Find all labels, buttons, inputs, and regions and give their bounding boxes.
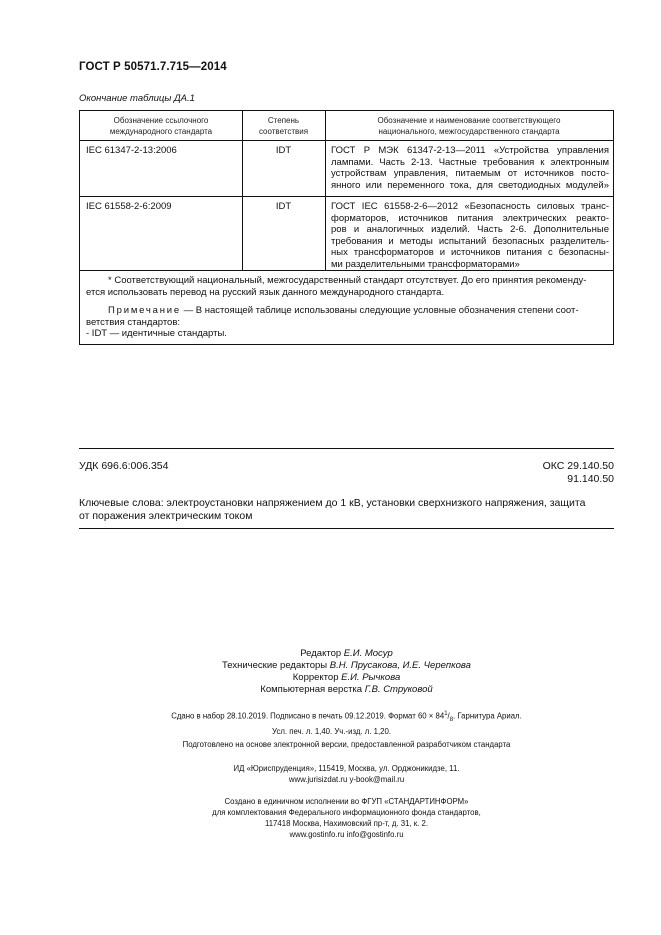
print-details: Сдано в набор 28.10.2019. Подписано в печать 09.12.2019. Формат $60 \times 84^1/_8$. Гарнитура Ариал. Усл. печ. л. 1,40. Уч.-изд. л. 1,20. bbox=[171, 711, 522, 737]
table-note: Примечание — В настоящей таблице использованы следующие условные обозначения степени соот- ветствия стандартов: - IDT — идентичные стандарты. bbox=[86, 305, 579, 339]
credit-editor: Редактор Е.И. Мосур bbox=[300, 648, 393, 659]
origin-info: Создано в единичном исполнении во ФГУП «СТАНДАРТИНФОРМ» для комплектования Федерального информационного фонда стандартов, 117418 Москва, Нахимовский пр-т, д. 31, к. 2. www.gostinfo.ru info@gostinfo.ru bbox=[212, 797, 481, 839]
credit-layout: Компьютерная верстка Г.В. Струковой bbox=[260, 684, 433, 695]
table-caption: Окончание таблицы ДА.1 bbox=[79, 93, 195, 104]
prepared-note: Подготовлено на основе электронной версии, предоставленной разработчиком стандарта bbox=[182, 740, 511, 749]
reference-table bbox=[79, 110, 614, 345]
row2-ref: IEC 61558-2-6:2009 bbox=[86, 201, 172, 212]
row2-degree: IDT bbox=[275, 201, 292, 212]
credit-tech-editors: Технические редакторы В.Н. Прусакова, И.Е. Черепкова bbox=[222, 660, 471, 671]
row2-national: ГОСТ IEC 61558-2-6—2012 «Безопасность силовых транс- форматоров, источников питания электрических реакто- ров и аналогичных изделий. Часть 2-6. Дополнительные требования и методы испытаний безопасных разделитель- ных трансформаторов и источников питания с безопасны- ми разделительными трансформаторами» bbox=[331, 201, 609, 270]
row1-degree: IDT bbox=[275, 145, 292, 156]
row1-ref: IEC 61347-2-13:2006 bbox=[86, 145, 177, 156]
document-code: ГОСТ Р 50571.7.715—2014 bbox=[79, 61, 227, 73]
udk-code: УДК 696.6:006.354 bbox=[79, 460, 169, 472]
divider-bottom bbox=[79, 528, 614, 529]
oks-codes: ОКС 29.140.50 91.140.50 bbox=[542, 460, 614, 485]
divider-top bbox=[79, 448, 614, 449]
keywords: Ключевые слова: электроустановки напряжением до 1 кВ, установки сверхнизкого напряжения, защита от поражения электрическим током bbox=[79, 497, 586, 522]
row1-national: ГОСТ Р МЭК 61347-2-13—2011 «Устройства управления лампами. Часть 2-13. Частные требования к электронным устройствам управления, питаемым от источников посто- янного или переменного тока, для светодиодных модулей» bbox=[331, 145, 609, 191]
header-divider bbox=[80, 140, 613, 141]
column-header-degree: Степень соответствия bbox=[258, 116, 309, 136]
row-divider bbox=[80, 270, 613, 271]
credits-block bbox=[79, 648, 614, 696]
note-label: Примечание bbox=[108, 305, 181, 316]
column-header-national: Обозначение и наименование соответствующего национального, межгосударственного стандарта bbox=[377, 116, 561, 136]
column-header-ref: Обозначение ссылочного международного стандарта bbox=[109, 116, 213, 136]
table-footnote: * Соответствующий национальный, межгосударственный стандарт отсутствует. До его принятия рекоменду- ется использовать перевод на русский язык данного международного стандарта. bbox=[86, 275, 587, 298]
publisher-info: ИД «Юриспруденция», 115419, Москва, ул. Орджоникидзе, 11. www.jurisizdat.ru y-book@mail.ru bbox=[233, 764, 460, 784]
credit-corrector: Корректор Е.И. Рычкова bbox=[292, 672, 401, 683]
row-divider bbox=[80, 196, 613, 197]
